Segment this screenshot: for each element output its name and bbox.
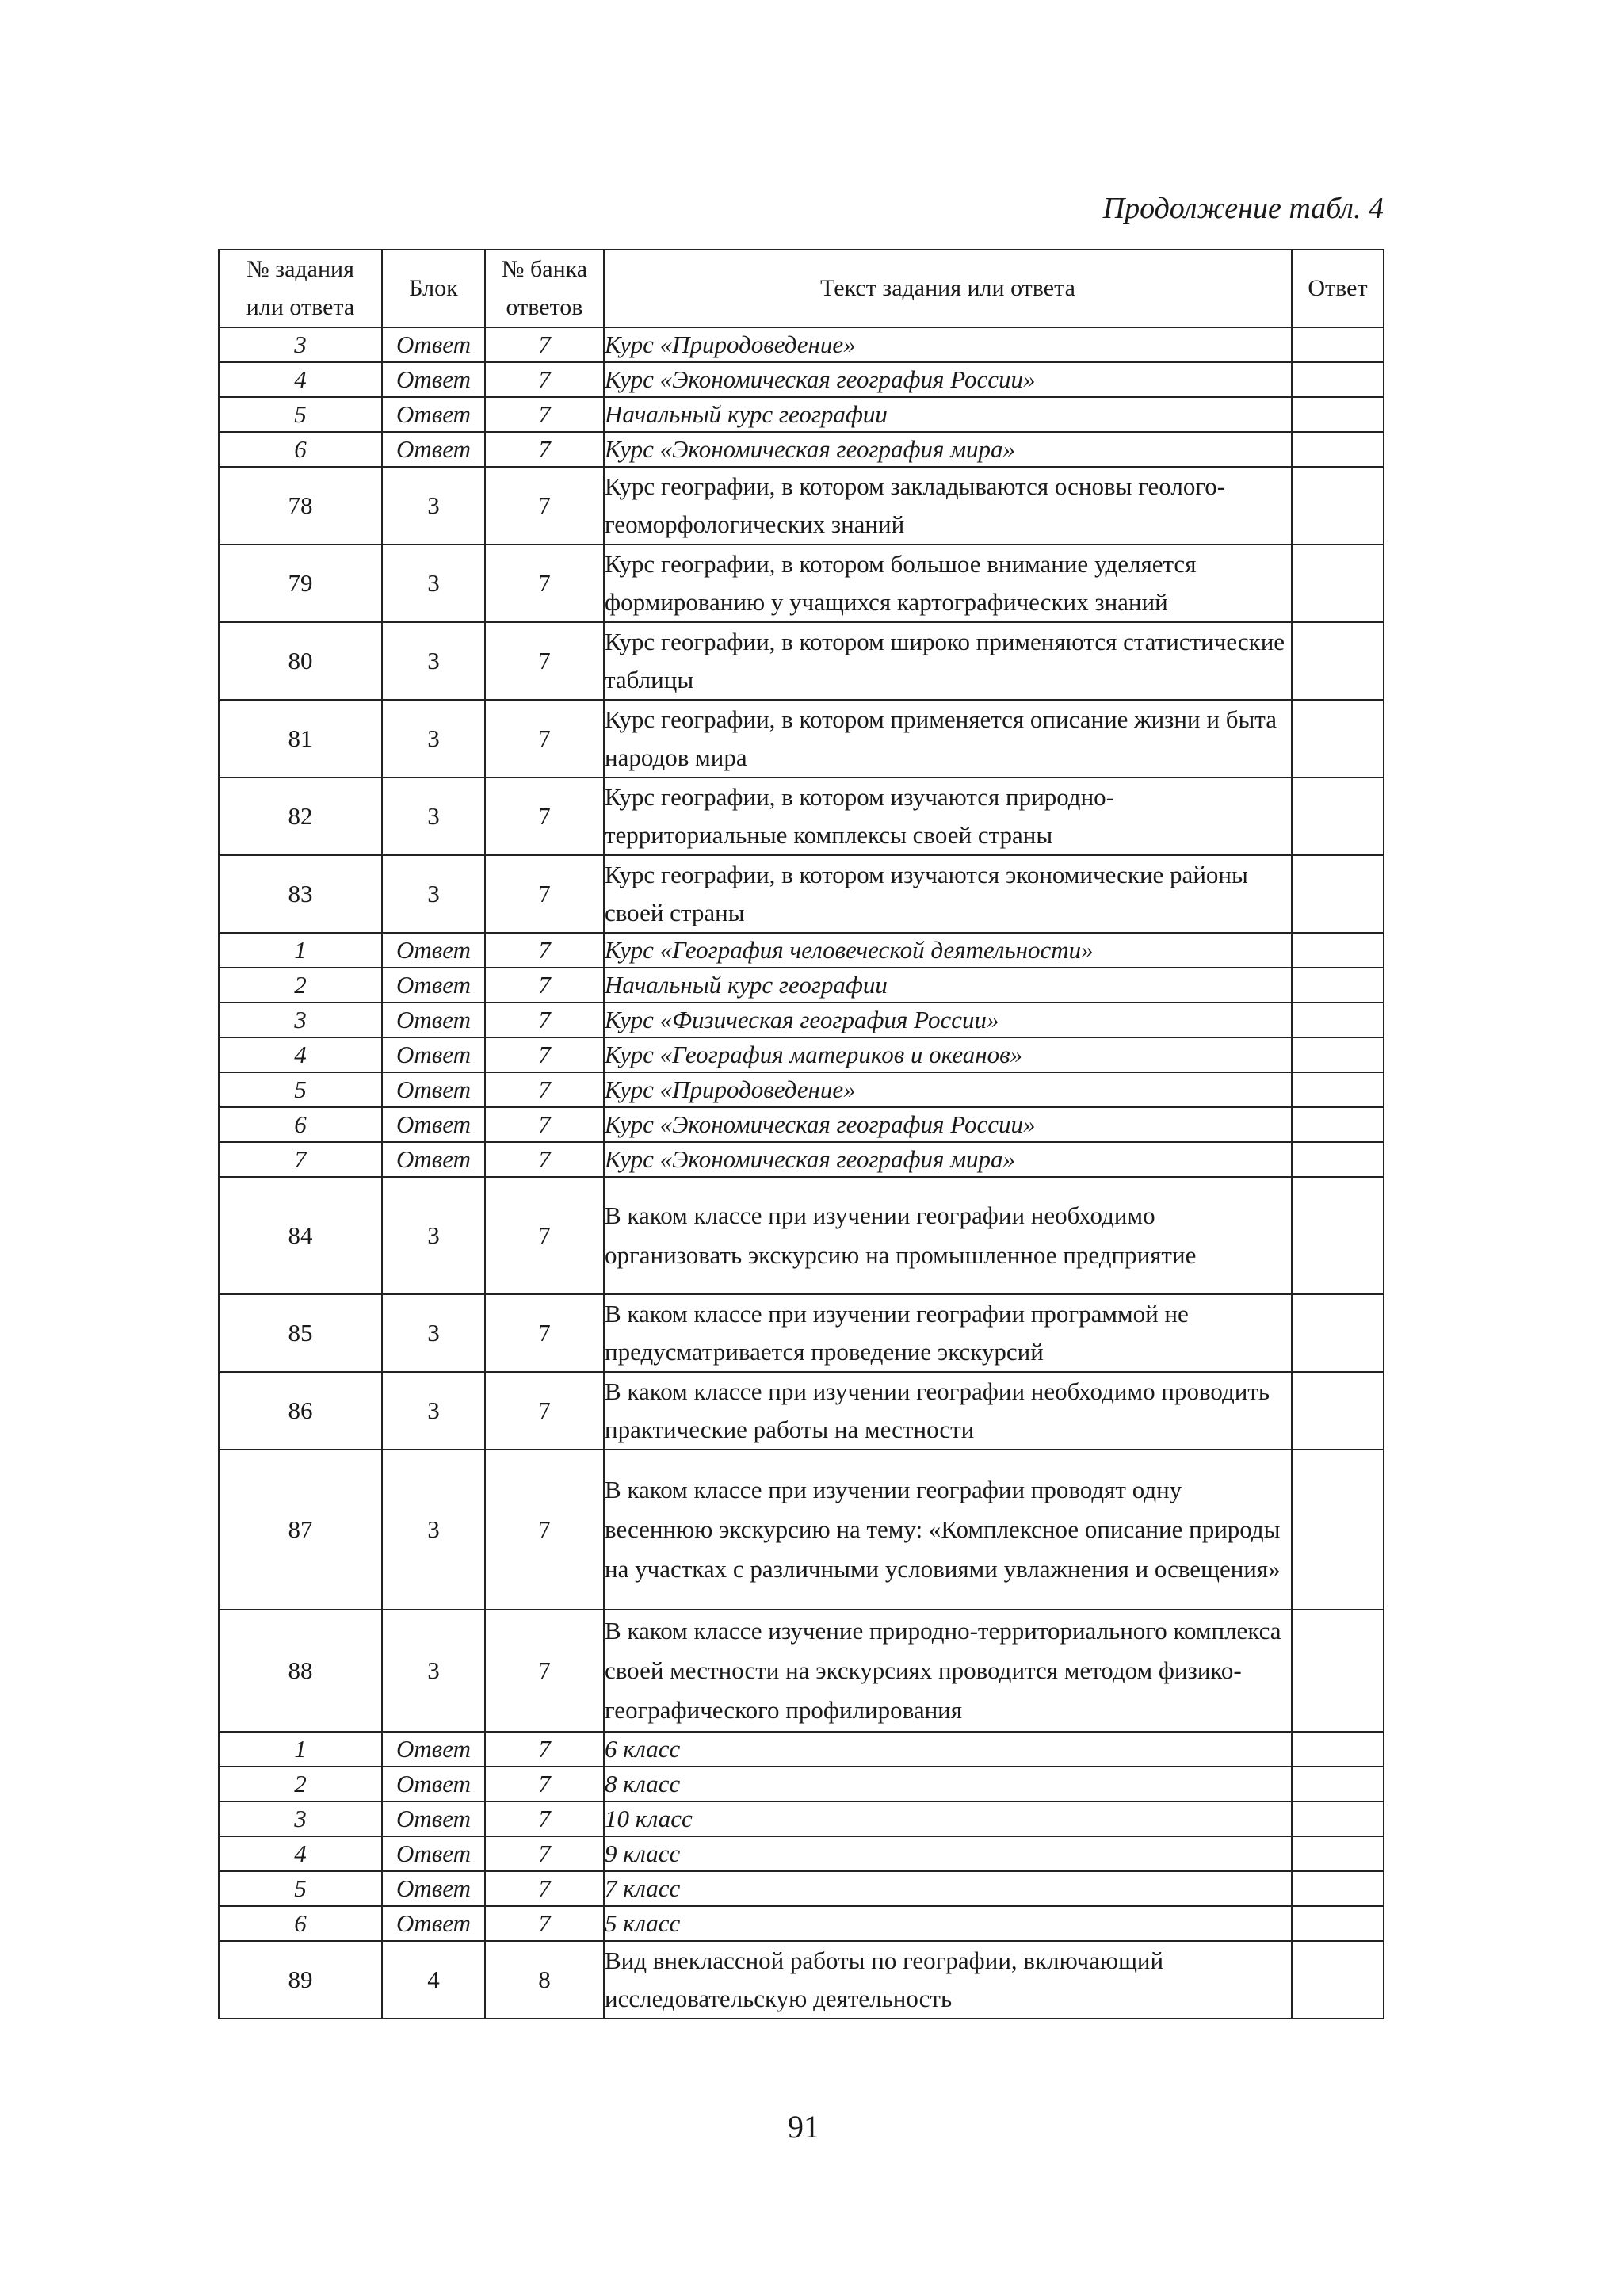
cell-bank: 7 [485,1177,604,1294]
cell-text: 6 класс [604,1732,1292,1767]
header-num-line2: или ответа [246,294,355,320]
cell-answer [1292,432,1384,467]
cell-block: 3 [382,622,485,700]
header-text: Текст задания или ответа [604,250,1292,327]
cell-text: Курс «Природоведение» [604,327,1292,362]
cell-bank: 7 [485,1871,604,1906]
cell-text: Курс географии, в котором изучаются экономические районы своей страны [604,855,1292,933]
cell-num: 84 [219,1177,382,1294]
cell-bank: 7 [485,1003,604,1037]
cell-num: 87 [219,1450,382,1610]
cell-text: Курс географии, в котором изучаются природно-территориальные комплексы своей страны [604,777,1292,855]
cell-block: Ответ [382,327,485,362]
cell-num: 6 [219,1906,382,1941]
table-row [219,855,1384,933]
cell-bank: 8 [485,1941,604,2019]
cell-answer [1292,700,1384,777]
page-number: 91 [788,2109,819,2145]
cell-text: 5 класс [604,1906,1292,1941]
cell-answer [1292,1003,1384,1037]
cell-num: 85 [219,1294,382,1372]
table-caption: Продолжение табл. 4 [1102,192,1384,225]
cell-text: Курс географии, в котором большое внимание уделяется формированию у учащихся картографических знаний [604,544,1292,622]
cell-bank: 7 [485,1732,604,1767]
table-row [219,1871,1384,1906]
header-block: Блок [382,250,485,327]
cell-num: 5 [219,1871,382,1906]
cell-block: 3 [382,1450,485,1610]
cell-num: 6 [219,1107,382,1142]
cell-bank: 7 [485,1906,604,1941]
cell-text: Курс географии, в котором применяется описание жизни и быта народов мира [604,700,1292,777]
cell-answer [1292,1801,1384,1836]
cell-num: 5 [219,397,382,432]
cell-answer [1292,1610,1384,1732]
cell-num: 7 [219,1142,382,1177]
cell-bank: 7 [485,700,604,777]
cell-answer [1292,1037,1384,1072]
cell-block: 3 [382,1372,485,1450]
cell-block: Ответ [382,1732,485,1767]
cell-num: 4 [219,1037,382,1072]
cell-block: Ответ [382,1142,485,1177]
table-row [219,1003,1384,1037]
table-row [219,933,1384,968]
cell-text: В каком классе при изучении географии необходимо организовать экскурсию на промышленное предприятие [604,1177,1292,1294]
cell-block: 3 [382,855,485,933]
cell-text: В каком классе при изучении географии необходимо проводить практические работы на местности [604,1372,1292,1450]
cell-bank: 7 [485,1801,604,1836]
table-row [219,432,1384,467]
cell-num: 3 [219,1003,382,1037]
table-row [219,1107,1384,1142]
cell-text: Курс «География материков и океанов» [604,1037,1292,1072]
cell-text: 10 класс [604,1801,1292,1836]
cell-answer [1292,777,1384,855]
cell-bank: 7 [485,622,604,700]
header-bank-line1: № банка [501,256,588,282]
cell-bank: 7 [485,397,604,432]
cell-block: Ответ [382,933,485,968]
cell-num: 89 [219,1941,382,2019]
cell-text: Курс географии, в котором широко применяются статистические таблицы [604,622,1292,700]
cell-num: 4 [219,1836,382,1871]
cell-answer [1292,1906,1384,1941]
table-row [219,968,1384,1003]
cell-bank: 7 [485,1142,604,1177]
cell-text: Курс «Экономическая география России» [604,362,1292,397]
cell-answer [1292,1732,1384,1767]
header-num-line1: № задания [246,256,354,282]
cell-answer [1292,1372,1384,1450]
cell-text: Курс «География человеческой деятельности» [604,933,1292,968]
cell-block: 3 [382,777,485,855]
table-row [219,1450,1384,1610]
cell-text: 9 класс [604,1836,1292,1871]
cell-block: 3 [382,1294,485,1372]
cell-bank: 7 [485,968,604,1003]
table-row [219,1732,1384,1767]
cell-answer [1292,544,1384,622]
cell-answer [1292,968,1384,1003]
cell-block: 3 [382,1177,485,1294]
table-row [219,1072,1384,1107]
cell-num: 1 [219,933,382,968]
header-answer: Ответ [1292,250,1384,327]
cell-block: 3 [382,1610,485,1732]
cell-answer [1292,933,1384,968]
cell-text: Курс «Природоведение» [604,1072,1292,1107]
cell-num: 79 [219,544,382,622]
cell-num: 78 [219,467,382,544]
cell-block: Ответ [382,1836,485,1871]
cell-num: 82 [219,777,382,855]
cell-block: Ответ [382,1801,485,1836]
cell-bank: 7 [485,327,604,362]
cell-block: Ответ [382,432,485,467]
cell-num: 3 [219,327,382,362]
cell-text: В каком классе при изучении географии программой не предусматривается проведение экскурсий [604,1294,1292,1372]
table-row [219,1177,1384,1294]
cell-num: 81 [219,700,382,777]
cell-answer [1292,1767,1384,1801]
table-row [219,700,1384,777]
cell-bank: 7 [485,467,604,544]
cell-bank: 7 [485,1294,604,1372]
cell-bank: 7 [485,1372,604,1450]
cell-text: 8 класс [604,1767,1292,1801]
cell-answer [1292,855,1384,933]
table-header-row [219,250,1384,327]
header-bank-line2: ответов [506,294,583,320]
cell-block: Ответ [382,1003,485,1037]
cell-text: В каком классе изучение природно-территориального комплекса своей местности на экскурсиях проводится методом физико-географического профилирования [604,1610,1292,1732]
cell-answer [1292,1294,1384,1372]
cell-bank: 7 [485,1037,604,1072]
table-row [219,777,1384,855]
cell-block: Ответ [382,1072,485,1107]
cell-num: 80 [219,622,382,700]
table-row [219,1037,1384,1072]
table-row [219,467,1384,544]
cell-block: 3 [382,467,485,544]
cell-block: Ответ [382,1871,485,1906]
table-row [219,1294,1384,1372]
cell-num: 86 [219,1372,382,1450]
cell-text: Начальный курс географии [604,968,1292,1003]
cell-answer [1292,1177,1384,1294]
cell-text: Начальный курс географии [604,397,1292,432]
cell-num: 3 [219,1801,382,1836]
cell-num: 88 [219,1610,382,1732]
cell-block: Ответ [382,362,485,397]
cell-num: 83 [219,855,382,933]
cell-answer [1292,1107,1384,1142]
cell-answer [1292,1871,1384,1906]
cell-block: Ответ [382,1037,485,1072]
cell-text: Вид внеклассной работы по географии, включающий исследовательскую деятельность [604,1941,1292,2019]
cell-block: Ответ [382,1767,485,1801]
table-row [219,1941,1384,2019]
cell-bank: 7 [485,1072,604,1107]
table-row [219,544,1384,622]
cell-num: 1 [219,1732,382,1767]
table-body [219,327,1384,2019]
cell-num: 2 [219,1767,382,1801]
cell-num: 6 [219,432,382,467]
cell-answer [1292,622,1384,700]
cell-block: 3 [382,544,485,622]
cell-text: В каком классе при изучении географии проводят одну весеннюю экскурсию на тему: «Комплексное описание природы на участках с различными условиями увлажнения и освещения» [604,1450,1292,1610]
table-row [219,1836,1384,1871]
cell-block: 4 [382,1941,485,2019]
header-bank [485,250,604,327]
cell-text: Курс географии, в котором закладываются основы геолого-геоморфологических знаний [604,467,1292,544]
cell-text: Курс «Экономическая география мира» [604,432,1292,467]
cell-answer [1292,1142,1384,1177]
table-row [219,1372,1384,1450]
table-row [219,622,1384,700]
cell-num: 4 [219,362,382,397]
table-row [219,327,1384,362]
cell-block: Ответ [382,968,485,1003]
cell-answer [1292,327,1384,362]
header-num [219,250,382,327]
cell-answer [1292,1941,1384,2019]
cell-block: 3 [382,700,485,777]
cell-bank: 7 [485,1450,604,1610]
cell-num: 2 [219,968,382,1003]
cell-answer [1292,1836,1384,1871]
cell-bank: 7 [485,544,604,622]
cell-bank: 7 [485,1836,604,1871]
cell-answer [1292,1450,1384,1610]
cell-block: Ответ [382,1107,485,1142]
table-row [219,1906,1384,1941]
cell-answer [1292,397,1384,432]
cell-num: 5 [219,1072,382,1107]
cell-bank: 7 [485,1107,604,1142]
cell-answer [1292,362,1384,397]
cell-bank: 7 [485,777,604,855]
table-row [219,362,1384,397]
table-row [219,397,1384,432]
tasks-table [218,249,1384,2019]
cell-bank: 7 [485,933,604,968]
cell-text: Курс «Экономическая география мира» [604,1142,1292,1177]
table-row [219,1142,1384,1177]
table-row [219,1767,1384,1801]
cell-answer [1292,1072,1384,1107]
cell-text: 7 класс [604,1871,1292,1906]
cell-bank: 7 [485,432,604,467]
cell-block: Ответ [382,397,485,432]
cell-bank: 7 [485,1610,604,1732]
cell-text: Курс «Экономическая география России» [604,1107,1292,1142]
cell-bank: 7 [485,1767,604,1801]
cell-bank: 7 [485,362,604,397]
cell-block: Ответ [382,1906,485,1941]
table-row [219,1801,1384,1836]
cell-bank: 7 [485,855,604,933]
cell-answer [1292,467,1384,544]
table-row [219,1610,1384,1732]
cell-text: Курс «Физическая география России» [604,1003,1292,1037]
